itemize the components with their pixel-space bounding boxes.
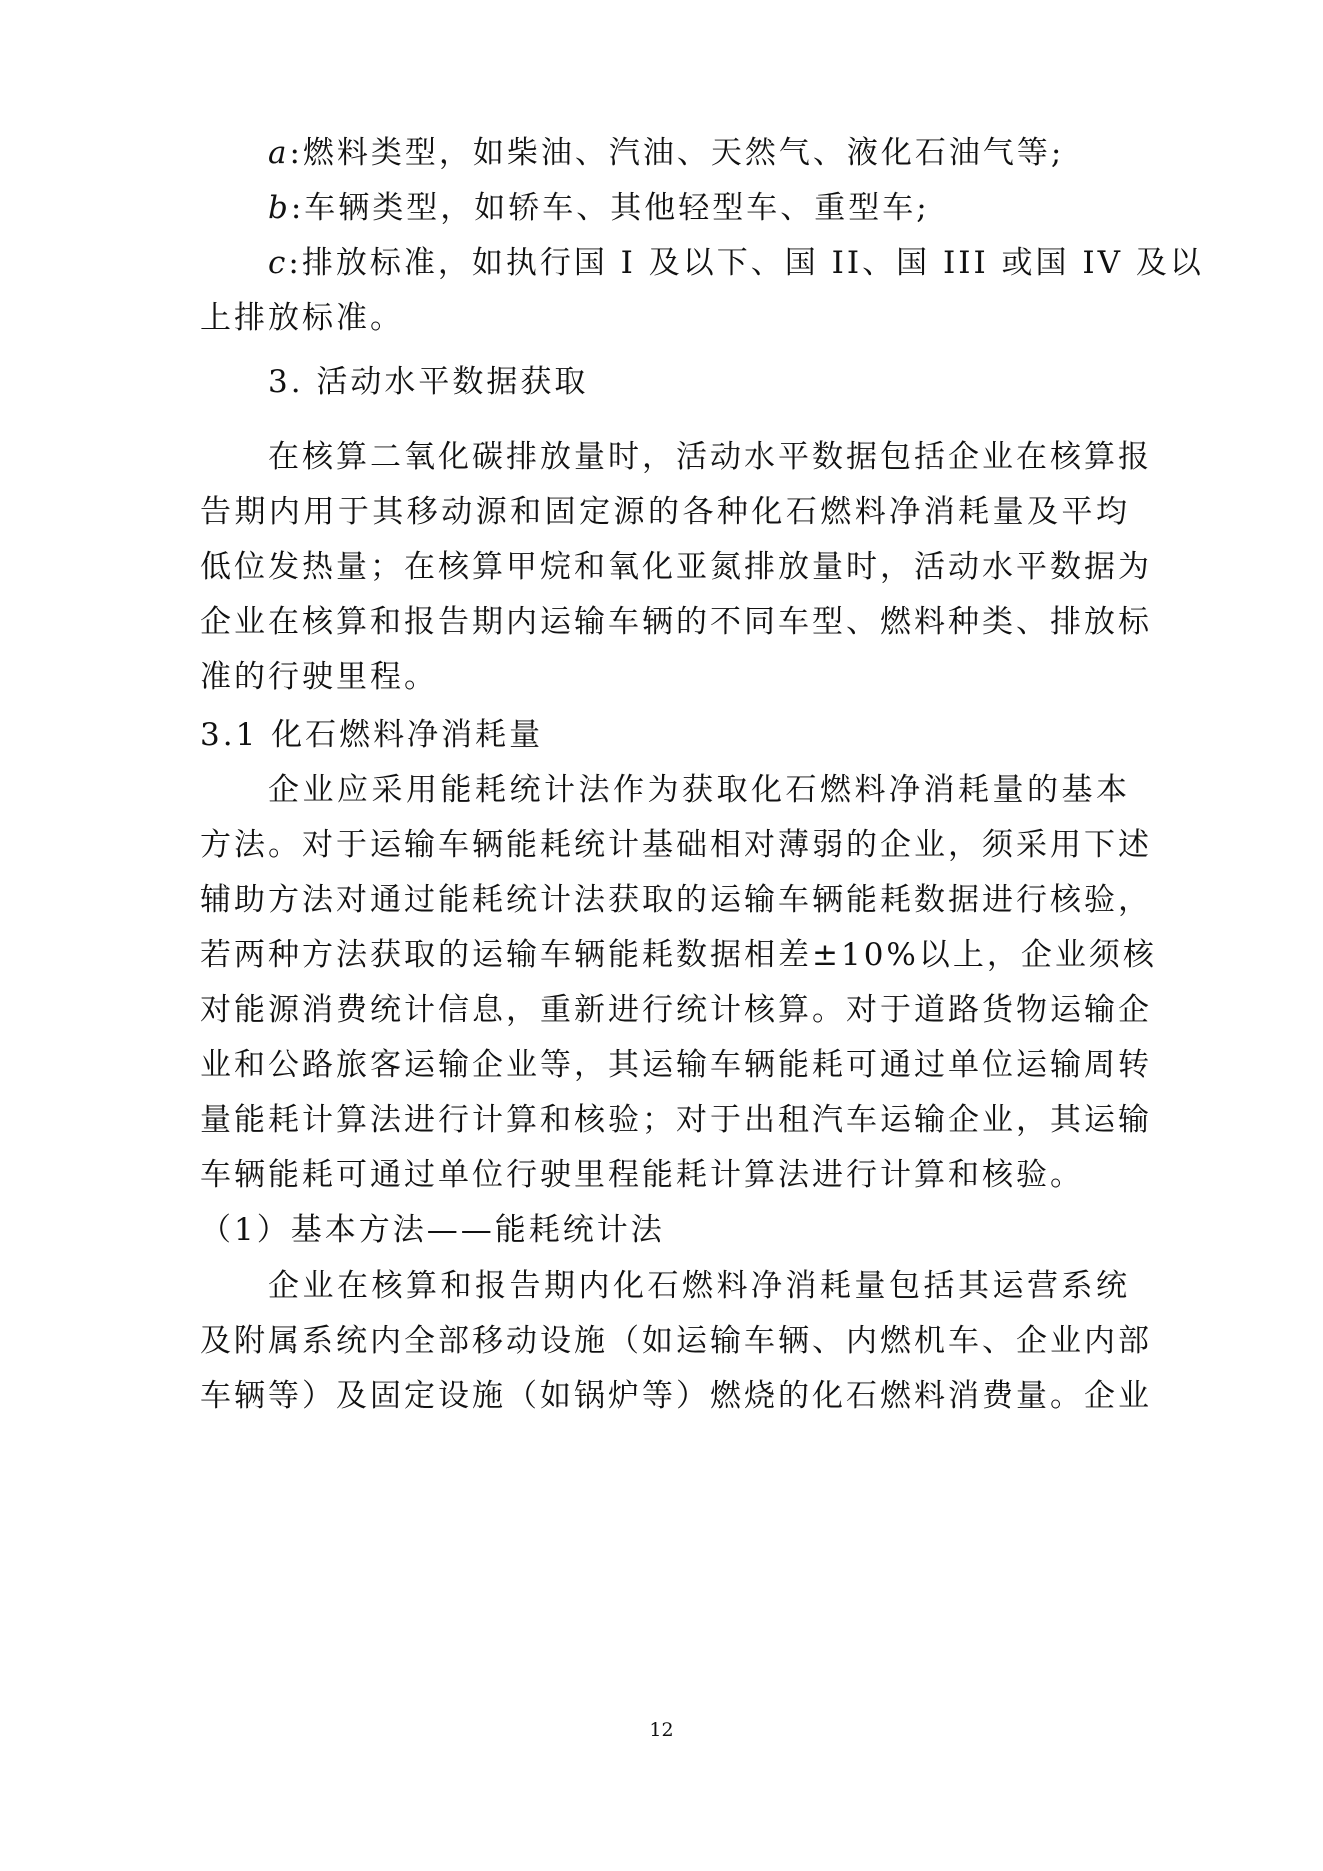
paragraph-line: 告期内用于其移动源和固定源的各种化石燃料净消耗量及平均 xyxy=(200,494,1130,530)
list-item-b xyxy=(268,188,1130,228)
list-text: :排放标准，如执行国 I 及以下、国 II、国 III 或国 IV 及以 xyxy=(288,245,1204,281)
paragraph-line: 业和公路旅客运输企业等，其运输车辆能耗可通过单位运输周转 xyxy=(200,1047,1152,1083)
paragraph-line: 在核算二氧化碳排放量时，活动水平数据包括企业在核算报 xyxy=(268,439,1152,475)
list-letter: a xyxy=(268,135,290,171)
paragraph-line: 对能源消费统计信息，重新进行统计核算。对于道路货物运输企 xyxy=(200,992,1152,1028)
paragraph-line: 准的行驶里程。 xyxy=(200,659,438,695)
section-heading-3-1: 3.1 化石燃料净消耗量 xyxy=(200,717,544,753)
list-item-c xyxy=(268,243,1204,283)
page-number: 12 xyxy=(649,1719,674,1741)
paragraph-line: 辅助方法对通过能耗统计法获取的运输车辆能耗数据进行核验， xyxy=(200,882,1152,918)
list-item-a xyxy=(268,133,1130,173)
list-text: :车辆类型，如轿车、其他轻型车、重型车; xyxy=(290,190,930,226)
list-letter: b xyxy=(268,190,291,226)
paragraph-line: 车辆等）及固定设施（如锅炉等）燃烧的化石燃料消费量。企业 xyxy=(200,1378,1152,1414)
section-heading-3: 3. 活动水平数据获取 xyxy=(268,364,589,400)
paragraph-line: 企业在核算和报告期内化石燃料净消耗量包括其运营系统 xyxy=(268,1268,1130,1304)
paragraph-line: 量能耗计算法进行计算和核验；对于出租汽车运输企业，其运输 xyxy=(200,1102,1152,1138)
paragraph-line: 低位发热量；在核算甲烷和氧化亚氮排放量时，活动水平数据为 xyxy=(200,549,1152,585)
paragraph-line: 企业在核算和报告期内运输车辆的不同车型、燃料种类、排放标 xyxy=(200,604,1152,640)
paragraph-line: 车辆能耗可通过单位行驶里程能耗计算法进行计算和核验。 xyxy=(200,1157,1084,1193)
paragraph-line: 企业应采用能耗统计法作为获取化石燃料净消耗量的基本 xyxy=(268,772,1130,808)
paragraph-line: 若两种方法获取的运输车辆能耗数据相差±10%以上，企业须核 xyxy=(200,937,1157,973)
sub-heading: （1）基本方法——能耗统计法 xyxy=(200,1212,665,1248)
paragraph-line: 及附属系统内全部移动设施（如运输车辆、内燃机车、企业内部 xyxy=(200,1323,1152,1359)
list-item-c-continued: 上排放标准。 xyxy=(200,300,404,336)
list-letter: c xyxy=(268,245,289,281)
paragraph-line: 方法。对于运输车辆能耗统计基础相对薄弱的企业，须采用下述 xyxy=(200,827,1152,863)
list-text: :燃料类型，如柴油、汽油、天然气、液化石油气等; xyxy=(289,135,1065,171)
